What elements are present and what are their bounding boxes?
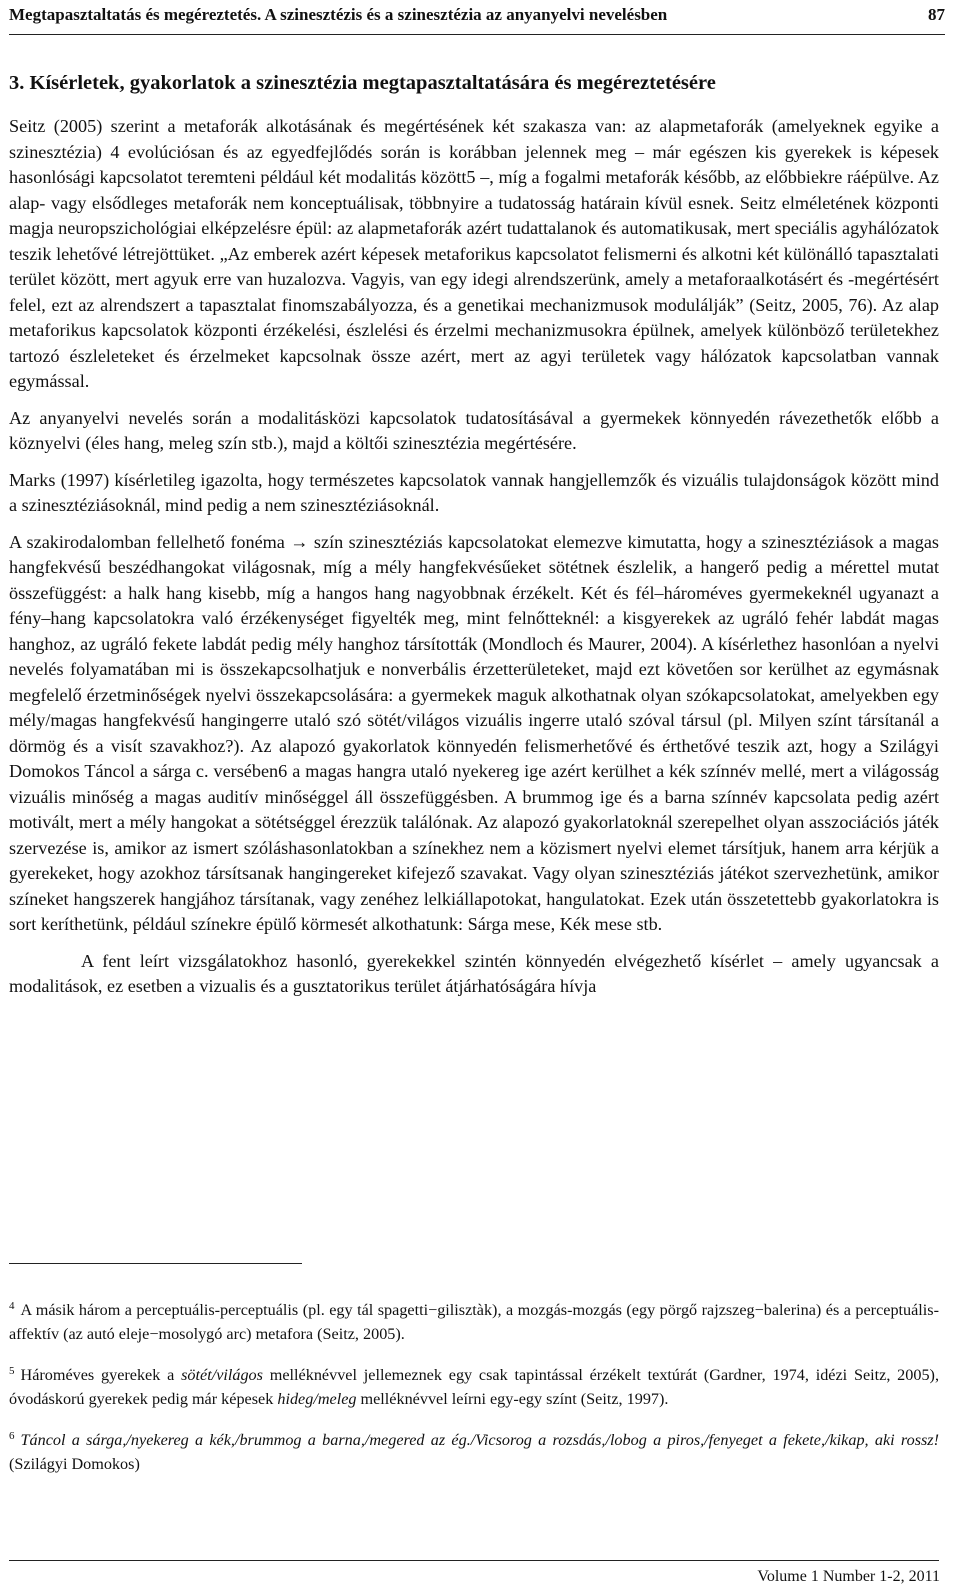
paragraph: Marks (1997) kísérletileg igazolta, hogy természetes kapcsolatok vannak hangjellemzők és vizuális tulajdonságok között mind a szinesztéziásoknál, mind pedig a nem szinesztéziásoknál. [9,469,939,515]
footnote [9,1359,939,1411]
running-header [9,0,945,35]
paragraph: Az anyanyelvi nevelés során a modalitásközi kapcsolatok tudatosításával a gyermekek könnyedén rávezethetők előbb a köznyelvi (éles hang, meleg szín stb.), majd a költői szinesztézia megértésére. [9,407,939,453]
footnote [9,1294,939,1346]
footnote [9,1424,939,1476]
footnote-number: 4 [9,1300,15,1312]
paragraph: A szakirodalomban fellelhető fonéma → szín szinesztéziás kapcsolatokat elemezve kimutatta, hogy a szinesztéziások a magas hangfekvésű beszédhangokat világosnak, míg a mély hangfekvésűeket sötétnek észlelik, a hangerő pedig a mérettel mutat összefüggést: a halk hang kisebb, míg a hangos hang nagyobbnak érzékelt. Két és fél–hároméves gyermekeknél ugyanazt a fény–hang kapcsolatokra való érzékenységet figyelték meg, mint felnőtteknél: a kisgyerekek az ugráló fehér labdát magas hanghoz, az ugráló fekete labdát pedig mély hanghoz társították (Mondloch és Maurer, 2004). A kísérlethez hasonlóan a nyelvi nevelés folyamatában mi is összekapcsolhatjuk e nonverbális érzetterületeket, majd ezt követően sor kerülhet az egymásnak megfelelő érzetminőségek nyelvi összekapcsolására: a gyermekek maguk alkothatnak olyan szókapcsolatokat, amelyekben egy mély/magas hangfekvésű hangingerre utaló szó sötét/világos vizuális ingerre utaló szóval társul (pl. Milyen színt társítanál a dörmög és a visít szavakhoz?). Az alapozó gyakorlatok könnyedén felismerhetővé és érthetővé teszik azt, hogy a Szilágyi Domokos Táncol a sárga c. versében6 a magas hangra utaló nyekereg ige azért kerülhet a kék színnév mellé, mert a világosság vizuális minőség a magas auditív minőséggel áll összefüggésben. A brummog ige és a barna színnév kapcsolata pedig azért motivált, mert a mély hangokat a sötétséggel érezzük találónak. Az alapozó gyakorlatoknál szerepelhet olyan asszociációs játék szervezése is, amikor az ismert szóláshasonlatokban a színekhez nem a közismert nyelvi elemet társítjuk, hanem arra kérjük a gyerekeket, hogy azokhoz társítsanak hangingereket kifejező szavakat. Vagy olyan szinesztéziás játékot szervezhetünk, amikor színeket hangszerek hangjához társítanak, vagy zenéhez lelkiállapotokat, hangulatokat. Ezek után összetettebb gyakorlatokra is sort keríthetünk, például színekre épülő körmesét alkothatunk: Sárga mese, Kék mese stb. [9,531,939,934]
paragraph: Seitz (2005) szerint a metaforák alkotásának és megértésének két szakasza van: az alapmetaforák (amelyeknek egyike a szinesztézia) 4 evolúciósan és az egyedfejlődés során is korábban jelennek meg – már egészen kis gyerekek is képesek hasonlósági kapcsolatot teremteni például két modalitás között5 –, míg a fogalmi metaforák később, az előbbiekre ráépülve. Az alap- vagy elsődleges metaforák nem konceptuálisak, többnyire a tudatosság határain kívül esnek. Seitz elméletének központi magja neuropszichológiai elképzelésre épül: az alapmetaforák azért tudattalanok és automatikusak, mert speciális agyhálózatok teszik lehetővé létrejöttüket. „Az emberek azért képesek metaforikus kapcsolatot felismerni és alkotni két különálló tapasztalati terület között, mert agyuk erre van huzalozva. Vagyis, van egy idegi alrendszerünk, amely a metaforaalkotásért és -megértésért felel, ezt az alrendszert a tapasztalat finomszabályozza, és a genetikai mechanizmusok modulálják” (Seitz, 2005, 76). Az alap metaforikus kapcsolatok központi érzékelési, észlelési és érzelmi mechanizmusokra épülnek, amelyek különböző területekhez tartozó észleleteket és érzelmeket kapcsolnak össze azért, mert az agyi területek vagy hálózatok kapcsolatban vannak egymással. [9,116,939,391]
footnote-separator [9,1263,302,1264]
footnote-italic: sötét/világos [181,1366,263,1384]
footer-volume: Volume 1 Number 1-2, 2011 [757,1568,940,1585]
section-title: 3. Kísérletek, gyakorlatok a szinesztézia megtapasztaltatására és megéreztetésére [9,72,716,94]
body-text [9,114,939,1011]
footnote-text: Hároméves gyerekek a [20,1366,182,1384]
footnote-text: A másik három a perceptuális-perceptuális (pl. egy tál spagetti−gilisztàk), a mozgás-mozgás (egy pörgő rajzszeg−balerina) és a perceptuális-affektív (az autó eleje−mosolygó arc) metafora (Seitz, 2005). [9,1301,939,1343]
footnote-number: 5 [9,1365,15,1377]
footnotes [9,1294,939,1489]
footnote-italic: Táncol a sárga,/nyekereg a kék,/brummog a barna,/megered az ég./Vicsorog a rozsdás,/lobog a piros,/fenyeget a fekete,/kikap, aki rossz! [20,1431,939,1449]
footnote-number: 6 [9,1430,15,1442]
page-number: 87 [928,5,945,24]
footnote-text: melléknévvel leírni egy-egy színt (Seitz, 1997). [356,1390,669,1408]
footer-rule [9,1560,939,1561]
footnote-text: (Szilágyi Domokos) [9,1455,140,1473]
header-title: Megtapasztaltatás és megéreztetés. A szinesztézis és a szinesztézia az anyanyelvi nevelésben [9,5,668,24]
footnote-italic: hideg/meleg [277,1390,357,1408]
paragraph: A fent leírt vizsgálatokhoz hasonló, gyerekekkel szintén könnyedén elvégezhető kísérlet – amely ugyancsak a modalitások, ez esetben a vizualis és a gusztatorikus terület átjárhatóságára hívja [9,950,939,996]
footnote-text: melléknévvel jellemeznek egy csak tapintással érzékelt textúrát (Gardner, 1974, idézi Seitz, 2005), óvodáskorú gyerekek pedig már képesek [9,1366,939,1408]
